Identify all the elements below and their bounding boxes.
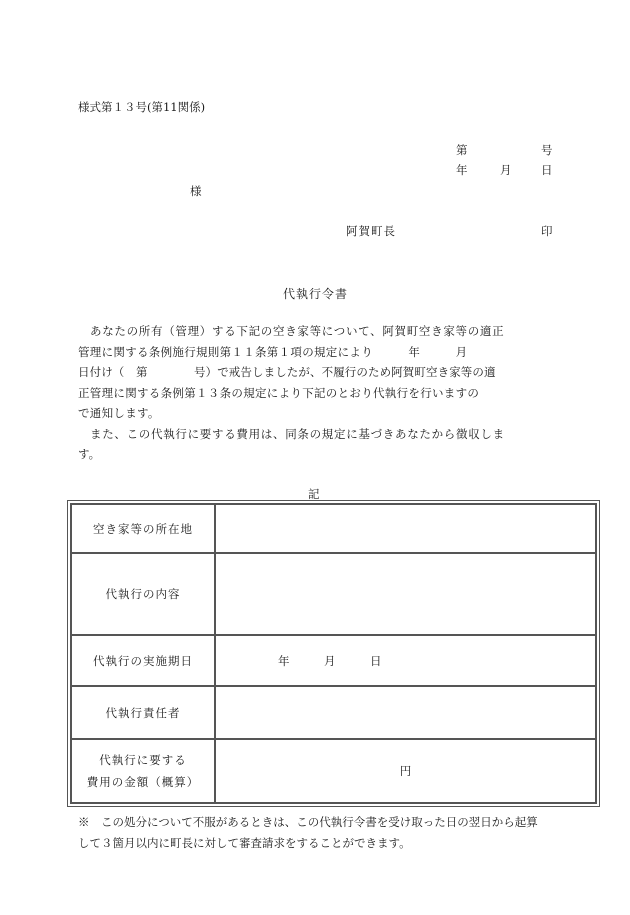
responsible-person-value [215, 686, 596, 739]
issuer-seal: 印 [541, 224, 553, 238]
cost-label [71, 739, 215, 803]
date-month: 月 [500, 163, 512, 177]
body-line: す。 [78, 447, 101, 461]
issuer-name: 阿賀町長 [346, 224, 396, 238]
date-year: 年 [456, 163, 468, 177]
body-line: 管理に関する条例施行規則第１１条第１項の規定により 年 月 [78, 344, 468, 359]
execution-date-value: 年 月 日 [215, 635, 596, 686]
cost-label-line2: 費用の金額（概算） [86, 775, 200, 789]
appeal-note-line2: して３箇月以内に町長に対して審査請求をすることができます。 [78, 836, 411, 850]
ref-go: 号 [541, 143, 553, 157]
responsible-person-label: 代執行責任者 [71, 686, 215, 739]
body-text [78, 321, 558, 465]
ki-label: 記 [308, 487, 320, 501]
date-day: 日 [541, 163, 553, 177]
body-line: で通知します。 [78, 406, 160, 420]
location-value [215, 504, 596, 553]
addressee-suffix: 様 [190, 184, 202, 198]
table-row [71, 635, 596, 686]
table-row [71, 686, 596, 739]
cost-label-line1: 代執行に要する [99, 753, 187, 767]
document-title: 代執行令書 [283, 287, 349, 301]
content-label: 代執行の内容 [71, 553, 215, 635]
note-mark: ※ [78, 815, 90, 829]
appeal-note [78, 812, 538, 854]
cost-value: 円 [215, 739, 596, 803]
body-line: 日付け（ 第 号）で戒告しましたが、不履行のため阿賀町空き家等の適 [78, 365, 496, 379]
content-value [215, 553, 596, 635]
table-row [71, 504, 596, 553]
appeal-note-line1 [78, 812, 538, 833]
details-table [70, 503, 597, 804]
ref-dai: 第 [456, 143, 468, 157]
location-label: 空き家等の所在地 [71, 504, 215, 553]
execution-date-label: 代執行の実施期日 [71, 635, 215, 686]
note-text-1: この処分について不服があるときは、この代執行令書を受け取った日の翌日から起算 [101, 815, 538, 829]
body-line: 正管理に関する条例第１３条の規定により下記のとおり代執行を行いますの [78, 385, 480, 400]
table-row [71, 553, 596, 635]
table-row [71, 739, 596, 803]
body-line: また、この代執行に要する費用は、同条の規定に基づきあなたから徴収しま [90, 426, 505, 441]
body-line: あなたの所有（管理）する下記の空き家等について、阿賀町空き家等の適正 [90, 324, 505, 338]
form-number: 様式第１３号(第11関係) [78, 100, 206, 114]
